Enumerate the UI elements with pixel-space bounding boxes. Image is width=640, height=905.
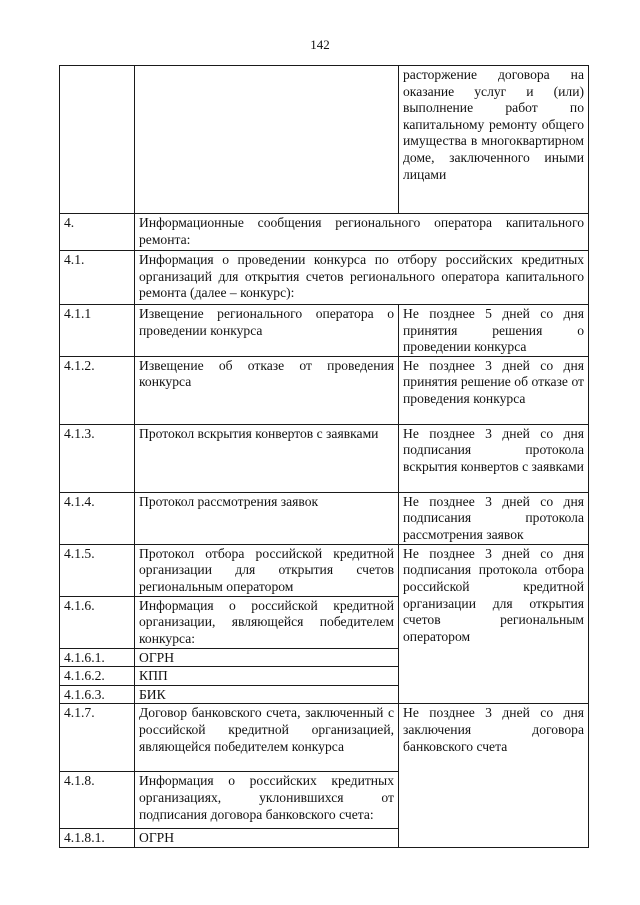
item-number: 4.1.8. (60, 772, 135, 829)
table-row (60, 424, 589, 492)
item-term: Не позднее 5 дней со дня принятия решения о проведении конкурса (399, 305, 589, 357)
item-name: БИК (135, 685, 399, 704)
item-name: Протокол вскрытия конвертов с заявками (135, 424, 399, 492)
item-number: 4.1. (60, 251, 135, 305)
item-name: КПП (135, 667, 399, 686)
item-name: ОГРН (135, 648, 399, 667)
item-number: 4.1.1 (60, 305, 135, 357)
item-term: Не позднее 3 дней со дня подписания протокола отбора российской кредитной организации для открытия счетов региональным оператором (399, 544, 589, 704)
item-number: 4.1.5. (60, 544, 135, 596)
item-number: 4.1.2. (60, 356, 135, 424)
item-term: Не позднее 3 дней со дня подписания протокола рассмотрения заявок (399, 492, 589, 544)
item-number: 4.1.3. (60, 424, 135, 492)
item-number (60, 66, 135, 214)
item-number: 4.1.8.1. (60, 829, 135, 848)
item-term: Не позднее 3 дней со дня принятия решение об отказе от проведения конкурса (399, 356, 589, 424)
item-number: 4. (60, 214, 135, 251)
item-name: Протокол рассмотрения заявок (135, 492, 399, 544)
table-row (60, 492, 589, 544)
table-row (60, 251, 589, 305)
table-row (60, 544, 589, 596)
item-name: Извещение об отказе от проведения конкурса (135, 356, 399, 424)
table-row (60, 214, 589, 251)
item-name (135, 66, 399, 214)
item-number: 4.1.6.1. (60, 648, 135, 667)
item-term: расторжение договора на оказание услуг и (или) выполнение работ по капитальному ремонту общего имущества в многоквартирном доме, заключенного иными лицами (399, 66, 589, 214)
item-number: 4.1.6.2. (60, 667, 135, 686)
item-number: 4.1.7. (60, 704, 135, 772)
item-name: Договор банковского счета, заключенный с российской кредитной организацией, являющейся победителем конкурса (135, 704, 399, 772)
table-row (60, 356, 589, 424)
page-number: 142 (310, 37, 330, 52)
item-name: Информация о проведении конкурса по отбору российских кредитных организаций для открытия счетов регионального оператора капитального ремонта (далее – конкурс): (135, 251, 589, 305)
item-term: Не позднее 3 дней со дня подписания протокола вскрытия конвертов с заявками (399, 424, 589, 492)
item-number: 4.1.6. (60, 596, 135, 648)
item-name: Информация о российской кредитной организации, являющейся победителем конкурса: (135, 596, 399, 648)
item-term: Не позднее 3 дней со дня заключения договора банковского счета (399, 704, 589, 848)
table-row (60, 704, 589, 772)
item-name: Протокол отбора российской кредитной организации для открытия счетов региональным оператором (135, 544, 399, 596)
item-number: 4.1.6.3. (60, 685, 135, 704)
item-number: 4.1.4. (60, 492, 135, 544)
table-row (60, 305, 589, 357)
table-row (60, 66, 589, 214)
item-name: Извещение регионального оператора о проведении конкурса (135, 305, 399, 357)
item-name: ОГРН (135, 829, 399, 848)
item-name: Информация о российских кредитных организациях, уклонившихся от подписания договора банковского счета: (135, 772, 399, 829)
item-name: Информационные сообщения регионального оператора капитального ремонта: (135, 214, 589, 251)
disclosure-table (59, 65, 589, 848)
